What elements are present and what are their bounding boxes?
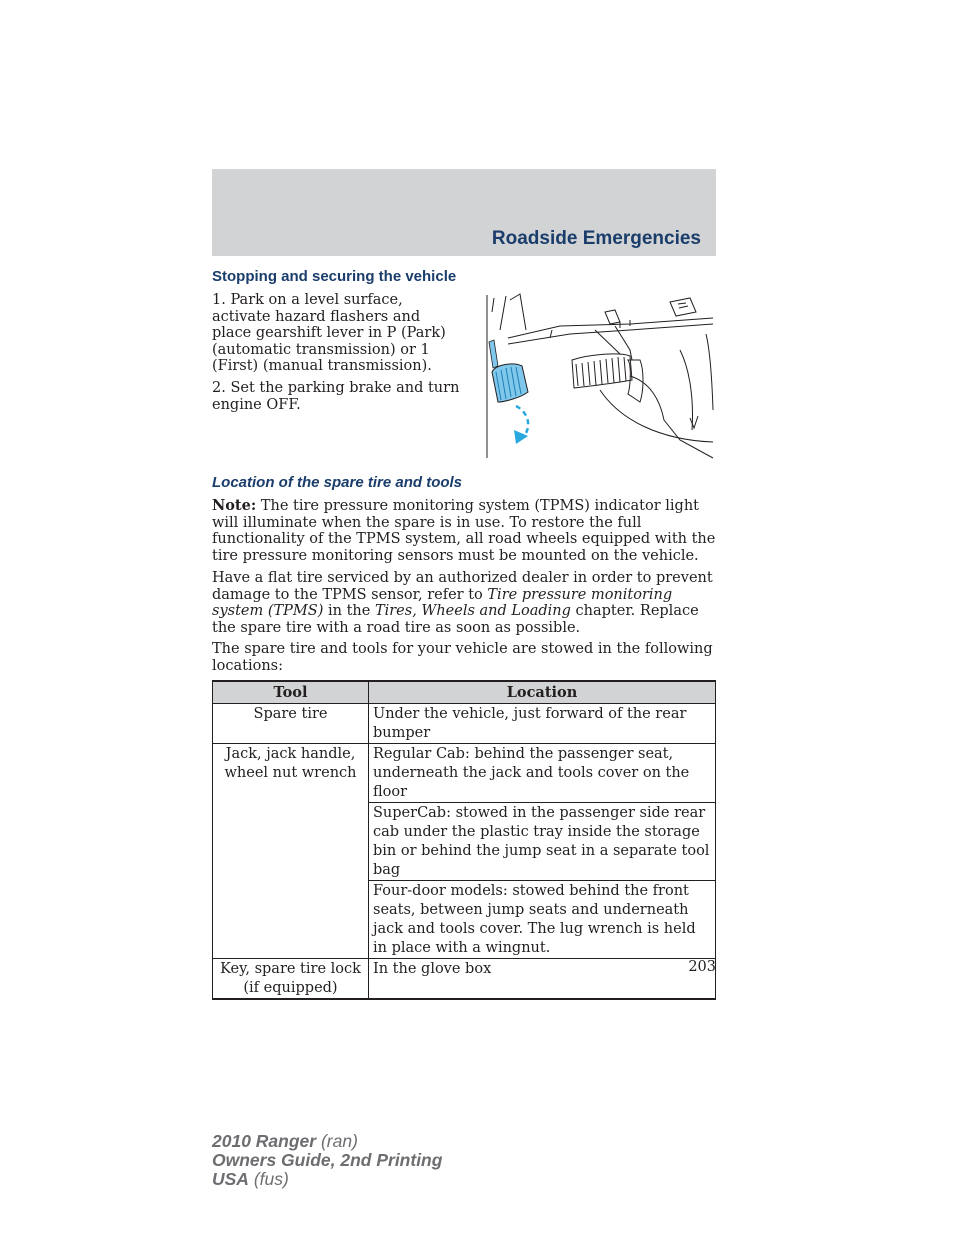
parking-brake-pedal-illustration [480,290,716,460]
location-cell: Regular Cab: behind the passenger seat, underneath the jack and tools cover on the floor [369,744,716,803]
footer-line-3 [212,1170,442,1189]
column-header-location: Location [369,681,716,704]
note-paragraph [212,498,716,564]
tool-cell: Spare tire [213,704,369,744]
location-cell: SuperCab: stowed in the passenger side rear cab under the plastic tray inside the storage bin or behind the jump seat in a separate tool bag [369,803,716,881]
page-number: 203 [688,959,716,975]
stowage-intro-paragraph: The spare tire and tools for your vehicle are stowed in the following locations: [212,641,713,674]
spare-tire-tools-table [212,680,716,1000]
tool-cell: Key, spare tire lock (if equipped) [213,959,369,1000]
table-row [213,744,716,803]
tool-cell: Jack, jack handle, wheel nut wrench [213,744,369,959]
footer-model-code: (ran) [320,1131,358,1151]
footer-market: USA [212,1169,249,1189]
table-row [213,704,716,744]
footer [212,1132,442,1189]
location-cell: Four-door models: stowed behind the front seats, between jump seats and underneath jack and tools cover. The lug wrench is held in place with a wingnut. [369,881,716,959]
tpms-text-a: Have a flat tire serviced by an authorized dealer in order to prevent damage to the TPMS sensor, refer to [212,570,713,603]
tpms-text-c: chapter. Replace the spare tire with a road tire as soon as possible. [212,603,699,636]
table-header-row [213,681,716,704]
section-heading-stopping: Stopping and securing the vehicle [212,268,457,285]
step-1-text: 1. Park on a level surface, activate hazard flashers and place gearshift lever in P (Park) (automatic transmission) or 1 (First) (manual transmission). [212,292,446,374]
note-text: The tire pressure monitoring system (TPMS) indicator light will illuminate when the spare is in use. To restore the full functionality of the TPMS system, all road wheels equipped with the tire pressure monitoring sensors must be mounted on the vehicle. [212,498,716,564]
footer-line-1 [212,1132,442,1151]
step-2-text: 2. Set the parking brake and turn engine OFF. [212,380,460,413]
location-cell: In the glove box [369,959,716,1000]
tpms-paragraph [212,570,716,636]
tires-chapter-reference: Tires, Wheels and Loading [374,603,571,619]
page-title: Roadside Emergencies [491,228,701,249]
column-header-tool: Tool [213,681,369,704]
note-label: Note: [212,497,257,514]
table-row [213,959,716,1000]
tpms-text-b: in the [323,603,375,619]
header-bar [212,169,716,256]
section-heading-spare-tire: Location of the spare tire and tools [212,474,463,491]
footer-edition: Owners Guide, 2nd Printing [212,1150,443,1170]
footer-line-2 [212,1151,442,1170]
location-cell: Under the vehicle, just forward of the rear bumper [369,704,716,744]
tpms-reference: Tire pressure monitoring system (TPMS) [212,586,673,619]
footer-model: 2010 Ranger [212,1131,317,1151]
footer-market-code: (fus) [253,1169,289,1189]
